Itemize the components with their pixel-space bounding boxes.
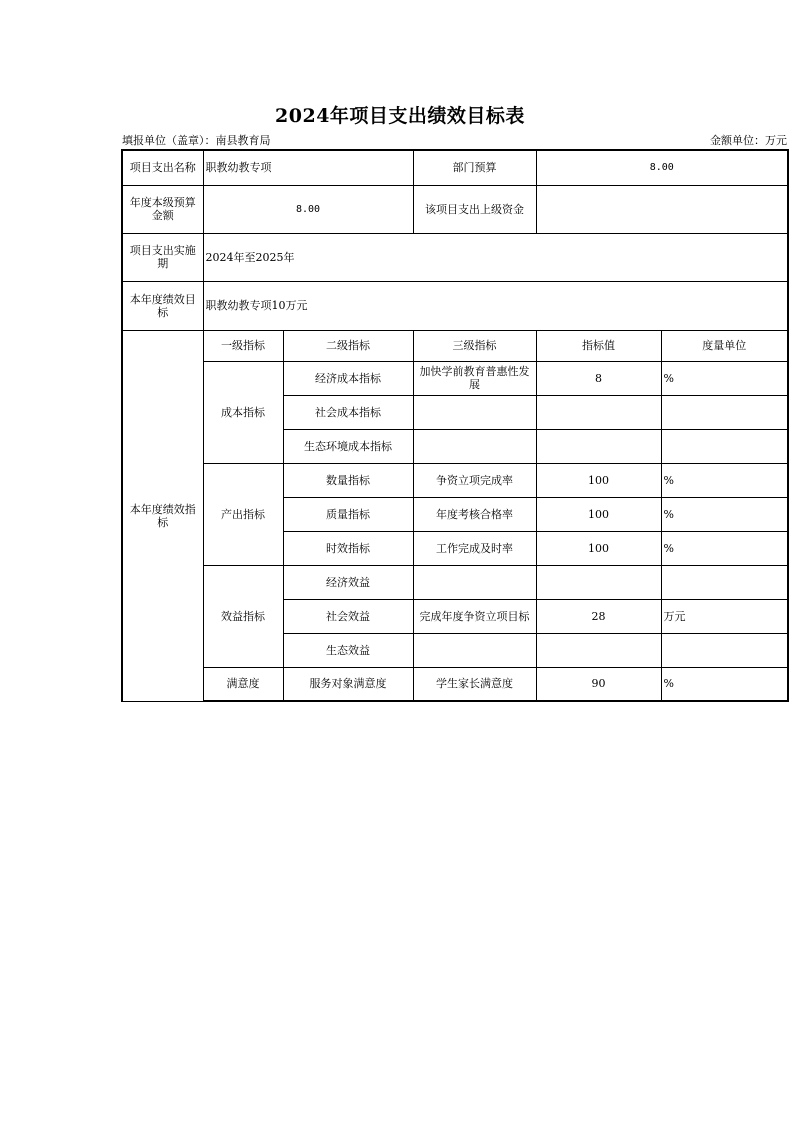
- performance-table: [121, 149, 789, 702]
- level2-cell: 社会成本指标: [283, 395, 413, 429]
- table-row: [122, 185, 788, 233]
- level2-cell: 生态环境成本指标: [283, 429, 413, 463]
- table-row: [122, 667, 788, 701]
- unit-cell: %: [661, 497, 788, 531]
- dept-budget-label: 部门预算: [413, 150, 536, 185]
- goal-value: 职教幼教专项10万元: [203, 281, 788, 330]
- page-title: 2024年项目支出绩效目标表: [275, 105, 525, 127]
- level2-cell: 数量指标: [283, 463, 413, 497]
- level3-cell: [413, 633, 536, 667]
- level3-cell: 加快学前教育普惠性发展: [413, 361, 536, 395]
- level1-satisfaction: 满意度: [203, 667, 283, 701]
- unit-cell: %: [661, 531, 788, 565]
- level3-cell: [413, 429, 536, 463]
- header-row: [122, 330, 788, 361]
- level3-cell: 争资立项完成率: [413, 463, 536, 497]
- value-cell: 8: [536, 361, 661, 395]
- table-row: [122, 150, 788, 185]
- header-unit: 度量单位: [661, 330, 788, 361]
- value-cell: [536, 633, 661, 667]
- value-cell: [536, 395, 661, 429]
- unit-cell: %: [661, 361, 788, 395]
- header-level2: 二级指标: [283, 330, 413, 361]
- amount-unit: 金额单位：万元: [710, 134, 787, 147]
- level1-benefit: 效益指标: [203, 565, 283, 667]
- table-row: [122, 463, 788, 497]
- level3-cell: [413, 565, 536, 599]
- upper-fund-label: 该项目支出上级资金: [413, 185, 536, 233]
- level3-cell: 完成年度争资立项目标: [413, 599, 536, 633]
- table-row: [122, 565, 788, 599]
- period-value: 2024年至2025年: [203, 233, 788, 281]
- level2-cell: 质量指标: [283, 497, 413, 531]
- value-cell: 100: [536, 531, 661, 565]
- unit-cell: [661, 395, 788, 429]
- level2-cell: 时效指标: [283, 531, 413, 565]
- level1-cost: 成本指标: [203, 361, 283, 463]
- level2-cell: 社会效益: [283, 599, 413, 633]
- period-label: 项目支出实施期: [122, 233, 203, 281]
- level1-output: 产出指标: [203, 463, 283, 565]
- value-cell: [536, 429, 661, 463]
- level2-cell: 服务对象满意度: [283, 667, 413, 701]
- filling-unit: 填报单位（盖章）：南县教育局: [122, 134, 271, 147]
- unit-cell: [661, 633, 788, 667]
- goal-label: 本年度绩效目标: [122, 281, 203, 330]
- upper-fund-value: [536, 185, 788, 233]
- header-level3: 三级指标: [413, 330, 536, 361]
- level2-cell: 生态效益: [283, 633, 413, 667]
- level2-cell: 经济效益: [283, 565, 413, 599]
- value-cell: [536, 565, 661, 599]
- value-cell: 28: [536, 599, 661, 633]
- value-cell: 100: [536, 463, 661, 497]
- level3-cell: 学生家长满意度: [413, 667, 536, 701]
- level3-cell: 工作完成及时率: [413, 531, 536, 565]
- unit-cell: %: [661, 667, 788, 701]
- unit-cell: [661, 565, 788, 599]
- table-row: [122, 361, 788, 395]
- header-value: 指标值: [536, 330, 661, 361]
- level2-cell: 经济成本指标: [283, 361, 413, 395]
- level3-cell: 年度考核合格率: [413, 497, 536, 531]
- table-row: [122, 281, 788, 330]
- project-name-label: 项目支出名称: [122, 150, 203, 185]
- value-cell: 100: [536, 497, 661, 531]
- project-name-value: 职教幼教专项: [203, 150, 413, 185]
- indicator-section-label: 本年度绩效指标: [122, 330, 203, 701]
- annual-budget-value: 8.00: [203, 185, 413, 233]
- unit-cell: [661, 429, 788, 463]
- unit-cell: 万元: [661, 599, 788, 633]
- unit-cell: %: [661, 463, 788, 497]
- dept-budget-value: 8.00: [536, 150, 788, 185]
- value-cell: 90: [536, 667, 661, 701]
- table-row: [122, 233, 788, 281]
- header-level1: 一级指标: [203, 330, 283, 361]
- annual-budget-label: 年度本级预算金额: [122, 185, 203, 233]
- level3-cell: [413, 395, 536, 429]
